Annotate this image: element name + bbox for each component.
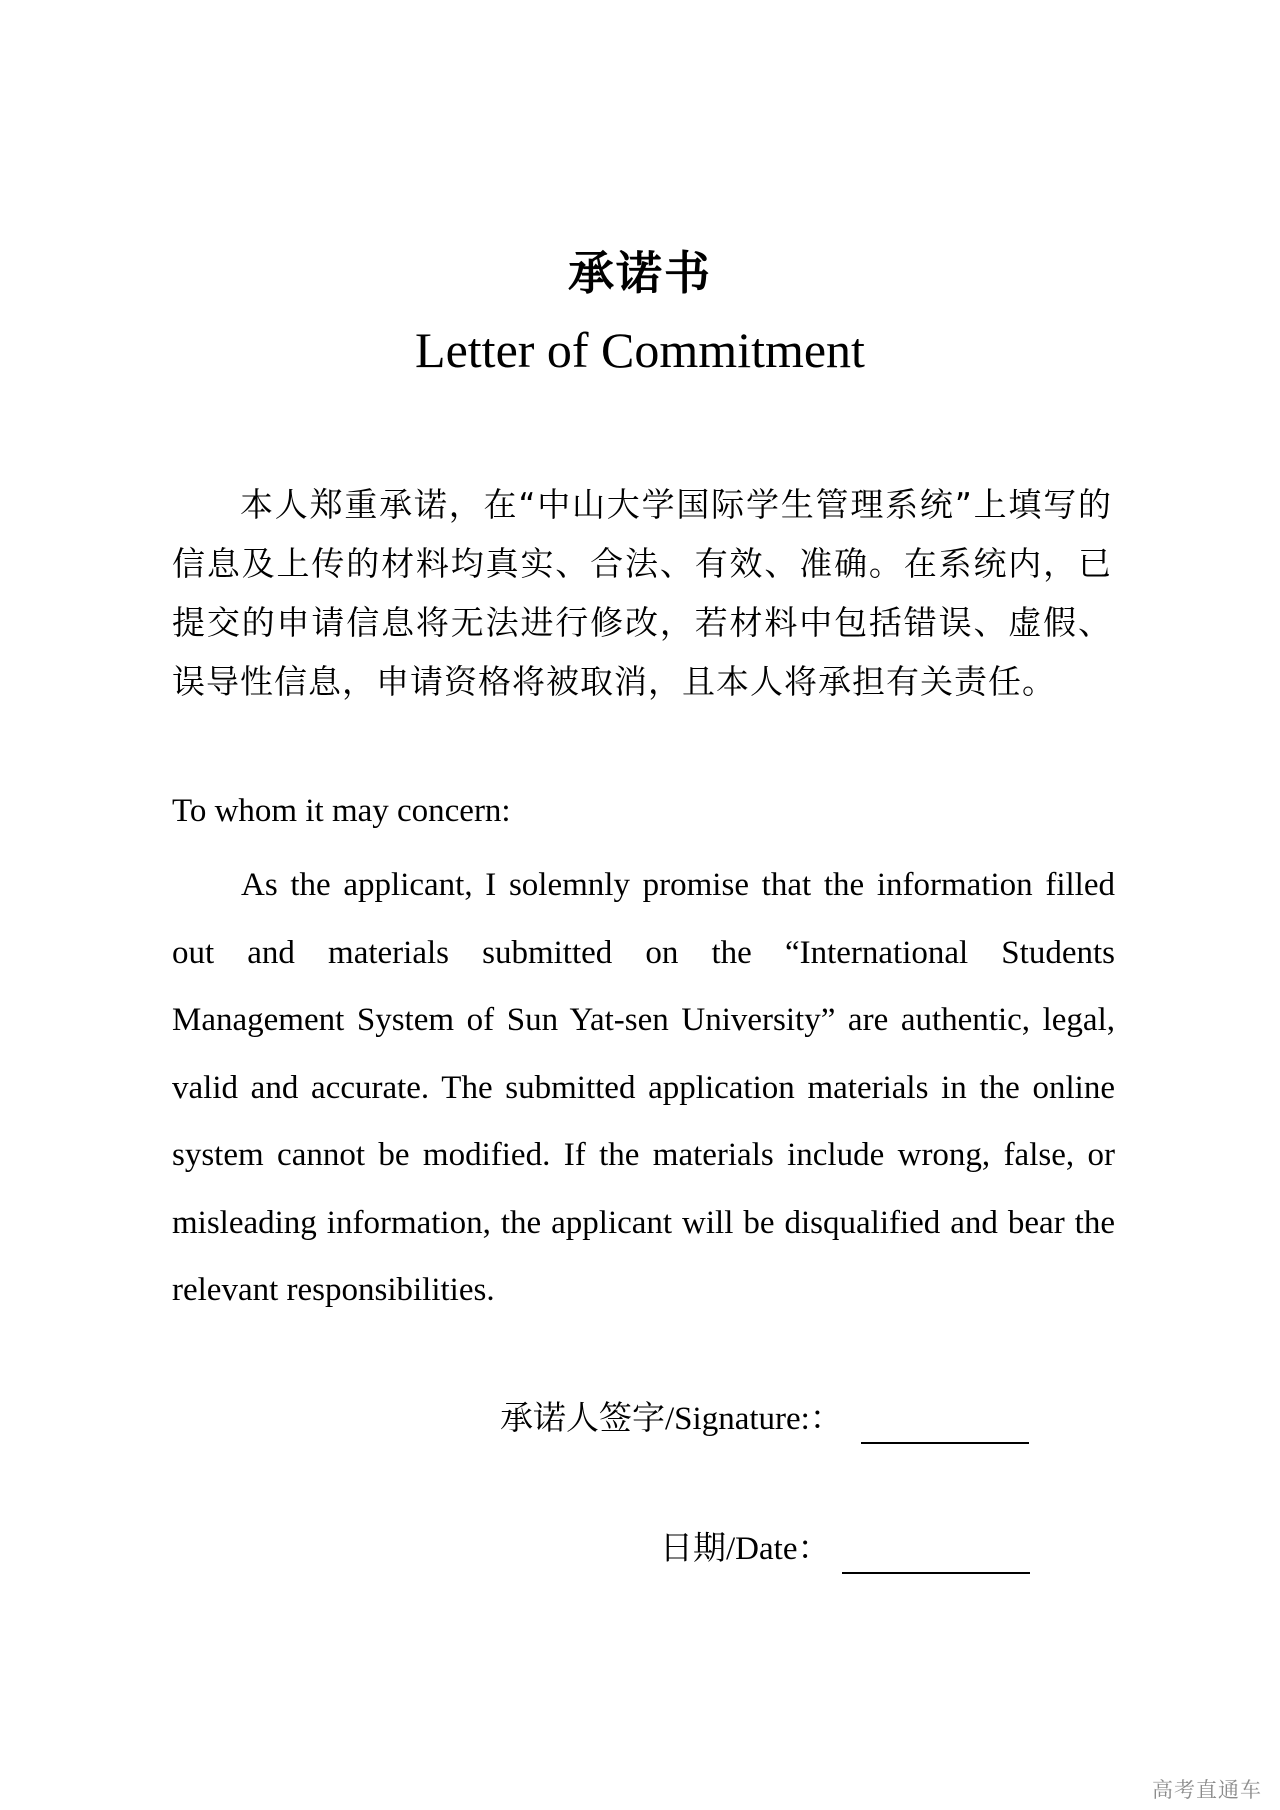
signature-row xyxy=(500,1394,1040,1444)
page-title-chinese: 承诺书 xyxy=(568,246,712,300)
date-label: 日期/Date： xyxy=(660,1531,831,1567)
date-row xyxy=(660,1524,1040,1574)
commitment-paragraph-english: As the applicant, I solemnly promise that the information filled out and materials submitted on the “International Students Management System of Sun Yat-sen University” are authentic, legal, valid and accurate. The submitted application materials in the online system cannot be modified. If the materials include wrong, false, or misleading information, the applicant will be disqualified and bear the relevant responsibilities. xyxy=(172,867,1115,1308)
page-title-english: Letter of Commitment xyxy=(415,322,865,378)
signature-blank-line[interactable] xyxy=(861,1408,1029,1444)
signature-label: 承诺人签字/Signature:： xyxy=(500,1401,843,1437)
salutation: To whom it may concern: xyxy=(172,793,511,829)
date-blank-line[interactable] xyxy=(842,1538,1030,1574)
watermark-text: 高考直通车 xyxy=(1152,1778,1262,1802)
commitment-paragraph-chinese: 本人郑重承诺，在“中山大学国际学生管理系统”上填写的信息及上传的材料均真实、合法、有效、准确。在系统内，已提交的申请信息将无法进行修改，若材料中包括错误、虚假、误导性信息，申请资格将被取消，且本人将承担有关责任。 xyxy=(172,485,1112,701)
